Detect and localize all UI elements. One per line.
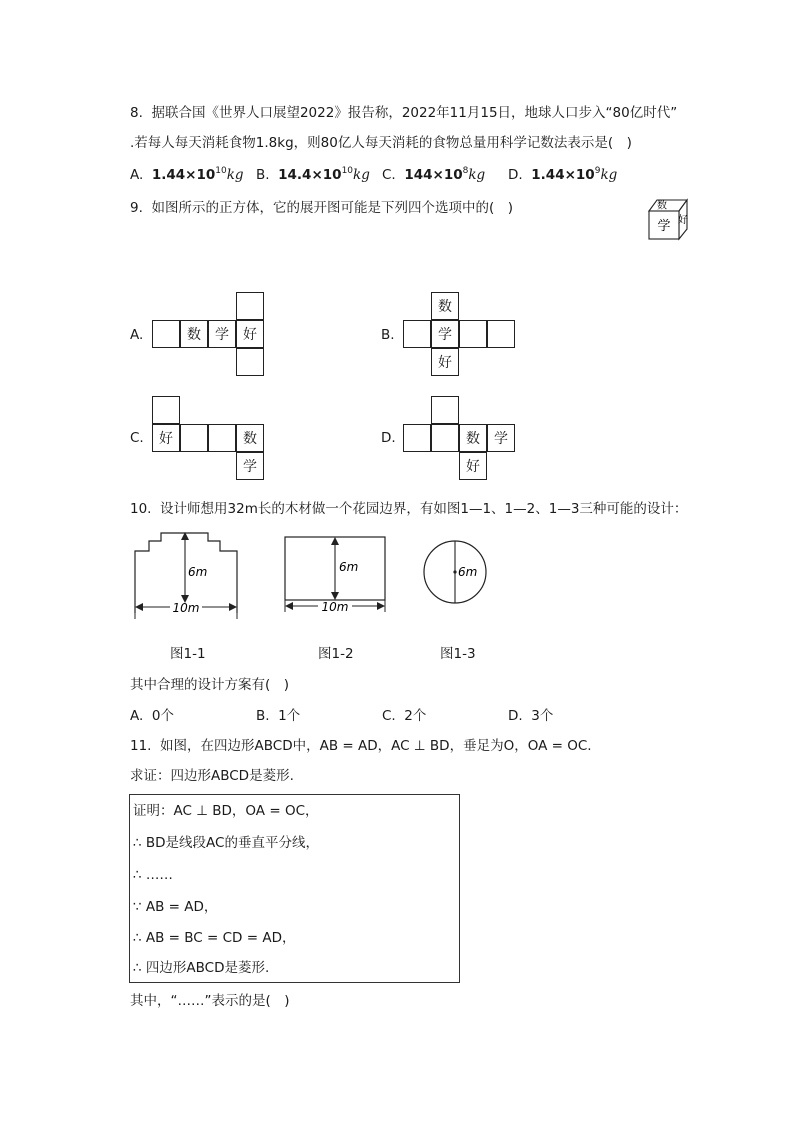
q8-option-b [256,166,370,184]
fig1-caption: 图1-1 [170,646,206,662]
q8-line2: .若每人每天消耗食物1.8kg，则80亿人每天消耗的食物总量用科学记数法表示是( ) [130,135,632,151]
option-base: 10 [196,167,216,183]
net-cell: 好 [431,348,459,376]
net-cell [403,320,431,348]
fig2-caption: 图1-2 [318,646,354,662]
q10-figure-3 [420,538,492,606]
proof-line: ∵ AB = AD， [133,899,218,915]
proof-box [129,794,460,983]
q10-question: 其中合理的设计方案有( ) [130,677,290,693]
option-label: C. [382,167,405,183]
proof-line: ∴ 四边形ABCD是菱形. [133,960,270,976]
q11-tail: 其中，“……”表示的是( ) [130,993,290,1009]
option-mantissa: 1.44× [531,167,576,183]
net-cell [208,424,236,452]
option-unit: kg [353,167,370,183]
net-cell: 好 [152,424,180,452]
q8-option-d [508,166,617,184]
q11-stem: 11. 如图，在四边形ABCD中，AB = AD，AC ⊥ BD，垂足为O，OA = OC. [130,738,592,754]
option-label: D. [508,167,532,183]
net-cell: 数 [180,320,208,348]
net-cell [236,348,264,376]
option-unit: kg [468,167,486,183]
option-exponent: 9 [594,166,601,176]
proof-line: 证明：AC ⊥ BD，OA = OC， [133,803,319,819]
fig3-diameter-label: 6m [458,565,478,579]
net-cell [236,292,264,320]
fig1-width-label: 10m [172,601,200,615]
option-label: B. [381,327,395,343]
net-cell: 学 [431,320,459,348]
option-label: A. [130,167,152,183]
cube-top-label: 数 [657,200,667,212]
fig1-height-label: 6m [188,565,208,579]
net-cell [431,396,459,424]
net-cell [180,424,208,452]
option-base: 10 [443,167,463,183]
net-cell: 学 [236,452,264,480]
proof-line: ∴ BD是线段AC的垂直平分线， [133,835,319,851]
net-cell [152,396,180,424]
q10-option-c: C. 2个 [382,708,427,724]
net-cell [152,320,180,348]
net-cell: 好 [236,320,264,348]
option-unit: kg [600,167,618,183]
net-cell: 数 [236,424,264,452]
q8-option-c [382,166,485,184]
q10-figure-2 [280,533,392,615]
option-unit: kg [226,167,244,183]
option-label: B. [256,167,279,183]
option-exponent: 8 [462,166,469,176]
q9-stem: 9. 如图所示的正方体，它的展开图可能是下列四个选项中的( ) [130,200,513,216]
q10-option-a: A. 0个 [130,708,174,724]
net-cell: 好 [459,452,487,480]
q9-cube-figure [645,195,693,241]
net-cell: 数 [459,424,487,452]
q8-line1: 8. 据联合国《世界人口展望2022》报告称，2022年11月15日，地球人口步入“80亿时代” [130,105,678,121]
option-exponent: 10 [215,166,227,176]
proof-line: ∴ …… [133,867,173,883]
option-mantissa: 1.44× [151,167,197,183]
option-base: 10 [575,167,595,183]
fig2-width-label: 10m [321,600,349,614]
fig3-caption: 图1-3 [440,646,476,662]
net-cell: 学 [208,320,236,348]
net-cell [487,320,515,348]
q10-option-b: B. 1个 [256,708,301,724]
option-mantissa: 14.4× [278,167,323,183]
cube-front-label: 学 [657,219,671,234]
option-label: A. [130,327,144,343]
net-cell [431,424,459,452]
q10-option-d: D. 3个 [508,708,554,724]
proof-line: ∴ AB = BC = CD = AD， [133,930,296,946]
q10-stem: 10. 设计师想用32m长的木材做一个花园边界，有如图1—1、1—2、1—3三种可能的设计： [130,501,688,517]
net-cell [459,320,487,348]
cube-side-label: 好 [678,215,688,226]
net-cell: 学 [487,424,515,452]
q8-option-a [130,166,244,184]
net-cell: 数 [431,292,459,320]
fig2-height-label: 6m [339,560,359,574]
q10-figure-1 [130,528,245,620]
option-base: 10 [322,167,342,183]
option-label: C. [130,430,144,446]
option-label: D. [381,430,396,446]
net-cell [403,424,431,452]
option-mantissa: 144× [404,167,444,183]
q11-prove: 求证：四边形ABCD是菱形. [130,768,294,784]
option-exponent: 10 [341,166,354,176]
